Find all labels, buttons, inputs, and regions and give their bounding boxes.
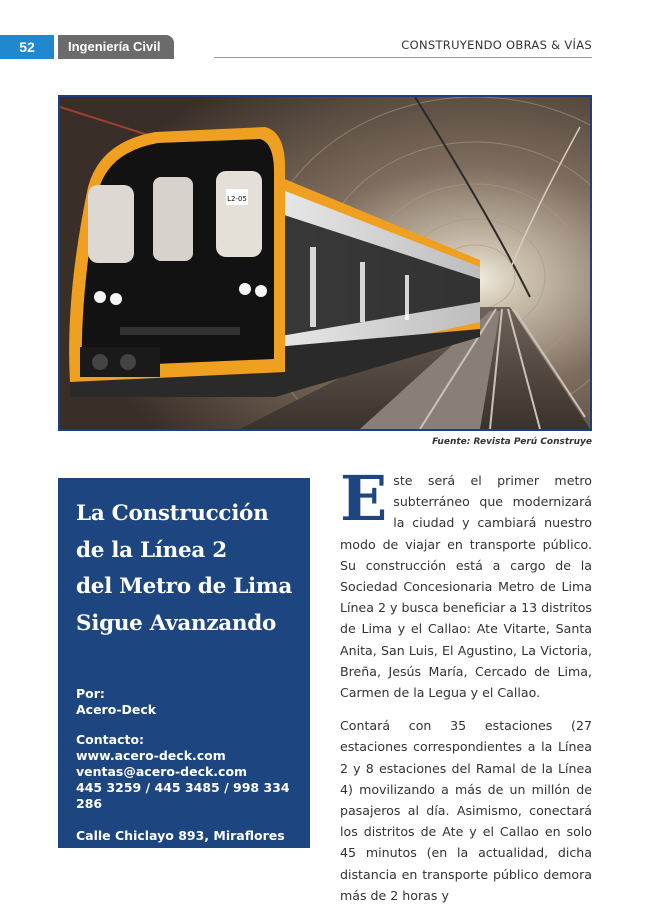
route-sign: L2-05 [227,195,247,203]
page-number: 52 [0,35,54,59]
author-name: Acero-Deck [76,702,157,717]
title-line: del Metro de Lima [76,574,292,599]
title-line: Sigue Avanzando [76,610,277,636]
header-divider [214,57,592,58]
section-label: Ingeniería Civil [58,35,174,59]
author-label: Por: [76,686,105,701]
article-body [340,462,592,906]
paragraph: Contará con 35 estaciones (27 estaciones correspondientes a la Línea 2 y 8 estaciones del Ramal de la Línea 4) movilizando a más de un millón de pasajeros al día. Asimismo, conectará los distritos de Ate y el Callao en solo 45 minutos (en la actualidad, dicha distancia en transporte público demora más de 2 horas y [340,718,592,903]
photo-caption: Fuente: Revista Perú Construye [432,437,592,447]
contact-phones: 445 3259 / 445 3485 / 998 334 286 [76,780,290,811]
contact-website[interactable]: www.acero-deck.com [76,748,226,763]
title-line: La Construcción [76,501,269,526]
drop-cap: E [340,462,388,535]
metro-train-photo [58,95,592,431]
contact-address: Calle Chiclayo 893, Miraflores [76,828,285,843]
paragraph-text: ste será el primer metro subterráneo que modernizará la ciudad y cambiará nuestro modo de viajar en transporte público. Su construcción está a cargo de la Sociedad Concesionaria Metro de Lima Línea 2 y busca beneficiar a 13 distritos de Lima y el Callao: Ate Vitarte, Santa Anita, San Luis, El Agustino, La Victoria, Breña, Jesús María, Cercado de Lima, Carmen de la Legua y el Callao. [340,473,592,701]
running-head: CONSTRUYENDO OBRAS & VÍAS [401,38,592,52]
title-sidebar [58,478,310,848]
article-title [76,496,296,642]
contact-block [76,732,296,812]
contact-email[interactable]: ventas@acero-deck.com [76,764,248,779]
train-tunnel-illustration [60,97,590,429]
title-line: de la Línea 2 [76,537,227,563]
paragraph [340,462,592,703]
contact-label: Contacto: [76,732,145,747]
author-block [76,686,296,718]
